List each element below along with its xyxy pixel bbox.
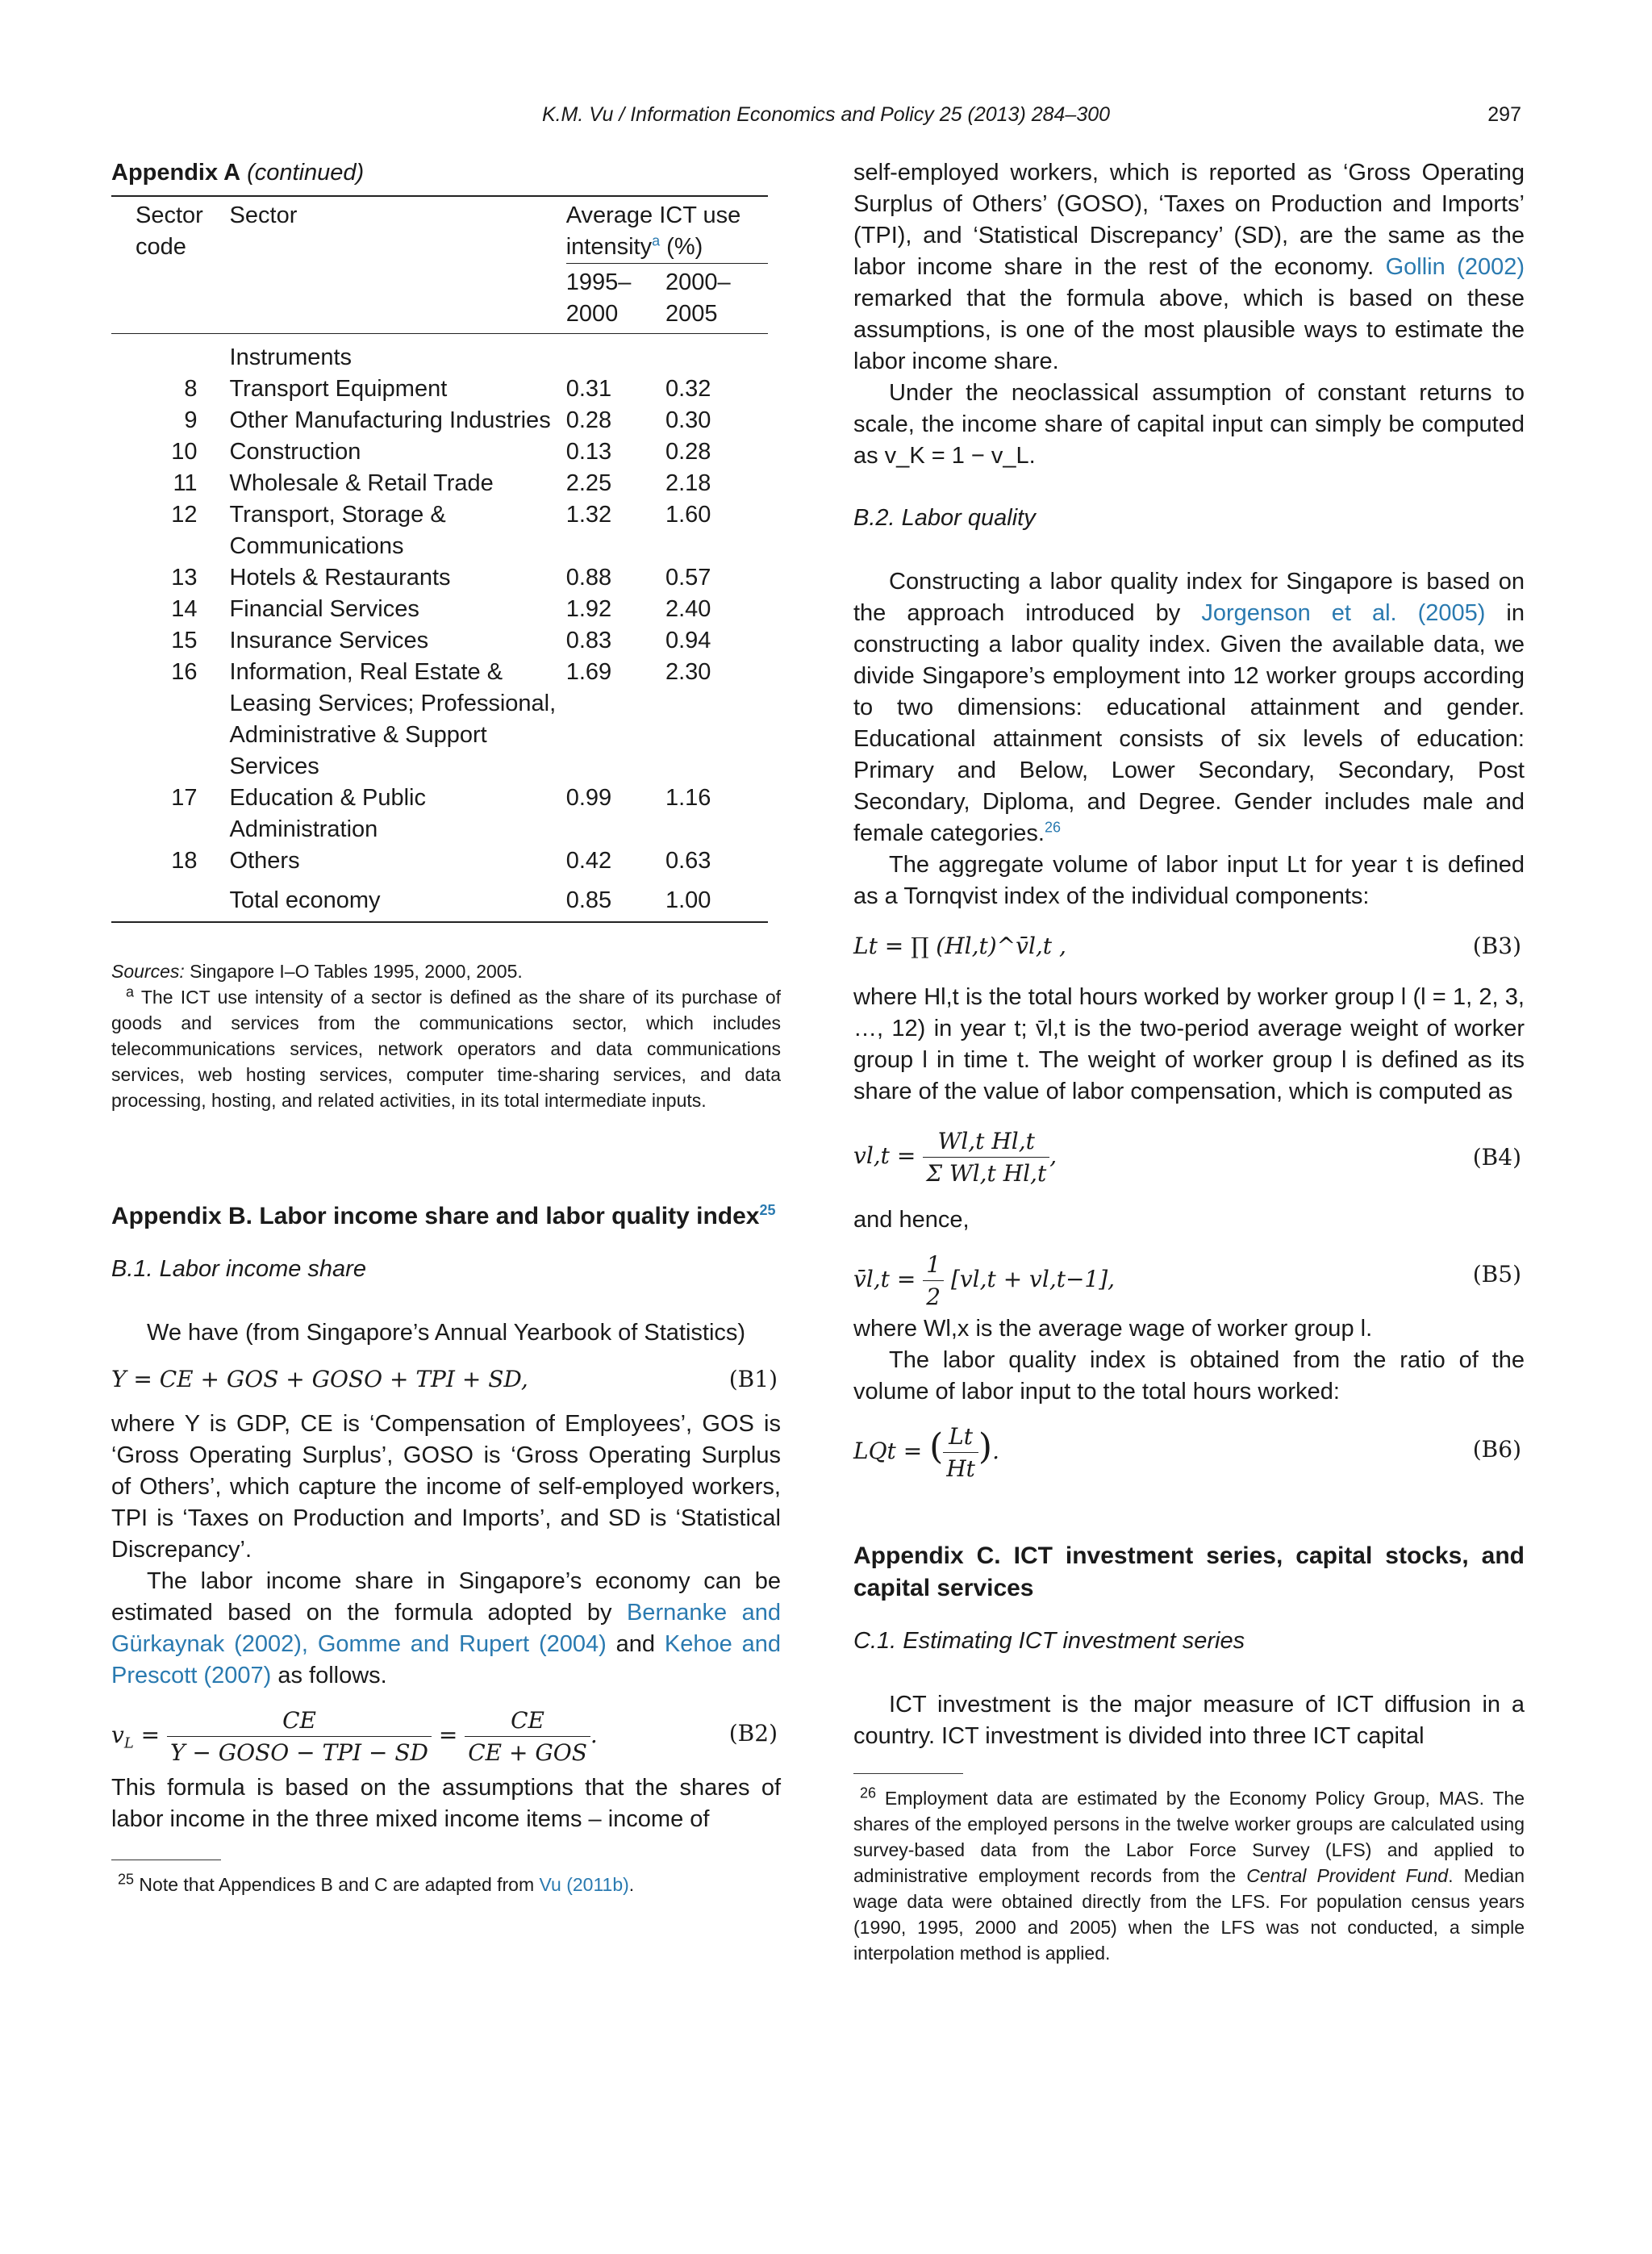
row-code: 13	[171, 565, 198, 591]
page-number: 297	[1487, 103, 1521, 126]
p3-text-c: as follows.	[277, 1663, 387, 1688]
eq-b2-lhs-sub: L	[123, 1734, 134, 1752]
appendix-a-suffix: (continued)	[247, 160, 365, 186]
equation-b6-number: (B6)	[1472, 1436, 1521, 1463]
row-v1: 0.28	[565, 407, 612, 433]
row-sector: Financial Services	[229, 596, 419, 622]
row-v1: 0.88	[565, 565, 612, 591]
row-v2: 1.60	[665, 502, 711, 528]
p3-text-b: and	[615, 1631, 656, 1657]
row-code	[111, 342, 222, 374]
table-row	[111, 625, 768, 657]
b2-paragraph-2: The aggregate volume of labor input Lt for year t is defined as a Tornqvist index of the individual components:	[853, 852, 1525, 909]
col-header-1995-2000: 1995–2000	[566, 264, 665, 334]
row-sector: Education & Public Administration	[229, 785, 426, 842]
row-v2: 2.30	[665, 659, 711, 685]
row-sector: Information, Real Estate & Leasing Services; Professional, Administrative & Support Services	[229, 659, 557, 779]
row-v1: 2.25	[565, 470, 612, 496]
row-v2: 2.18	[665, 470, 711, 496]
table-row	[111, 783, 768, 845]
row-code: 12	[171, 502, 198, 528]
total-v1: 0.85	[565, 887, 612, 913]
equation-b3-number: (B3)	[1472, 933, 1521, 959]
b2-paragraph-5: where Wl,x is the average wage of worker group l.	[853, 1316, 1373, 1342]
row-v2: 0.94	[665, 628, 711, 653]
sources-label: Sources:	[111, 961, 185, 982]
col-header-intensity	[566, 196, 768, 264]
footnote-26-mark: 26	[860, 1784, 877, 1801]
eq-b5-den: 2	[926, 1284, 941, 1310]
table-row	[111, 374, 768, 405]
row-code: 16	[171, 659, 198, 685]
b2-paragraph-4: and hence,	[853, 1207, 970, 1233]
table-header-row	[111, 196, 768, 264]
table-note	[111, 984, 781, 1113]
table-row	[111, 342, 768, 374]
appendix-b-title	[111, 1200, 781, 1233]
citation-gollin[interactable]: Gollin (2002)	[1385, 254, 1525, 280]
table-row	[111, 845, 768, 877]
row-v2: 0.63	[665, 848, 711, 874]
row-code: 9	[184, 407, 198, 433]
table-row	[111, 405, 768, 436]
row-v2: 0.32	[665, 376, 711, 402]
p5-text-a: self-employed workers, which is reported as ‘Gross Operating Surplus of Others’ (GOSO), ‘Taxes on Production and Imports’ (TPI), and ‘Statistical Discrepancy’ (SD), are the same as the labor income share in the rest of the economy.	[853, 160, 1525, 280]
table-row	[111, 499, 768, 562]
footnote-25-marker[interactable]: 25	[759, 1202, 776, 1218]
row-v1: 1.69	[565, 659, 612, 685]
appendix-b-title-text: Appendix B. Labor income share and labor quality index	[111, 1203, 760, 1229]
row-code: 11	[173, 470, 198, 496]
p5-text-b: remarked that the formula above, which is based on these assumptions, is one of the most plausible ways to estimate the labor income share.	[853, 286, 1525, 374]
equation-b1-body: Y = CE + GOS + GOSO + TPI + SD,	[111, 1366, 528, 1392]
eq-b2-fraction-2	[465, 1705, 590, 1768]
b1-paragraph-1: We have (from Singapore’s Annual Yearbook of Statistics)	[147, 1320, 746, 1346]
equation-b4	[853, 1114, 1525, 1198]
eq-b2-den1: Y − GOSO − TPI − SD	[170, 1739, 428, 1766]
row-code: 10	[171, 439, 198, 465]
footnote-a-marker[interactable]: a	[652, 232, 661, 249]
c1-title: C.1. Estimating ICT investment series	[853, 1628, 1245, 1654]
b2-paragraph-3: where Hl,t is the total hours worked by worker group l (l = 1, 2, 3, …, 12) in year t; v̄l,t is the two-period average weight of worker group l in time t. The weight of worker group l is defined as its share of the value of labor compensation, which is computed as	[853, 984, 1525, 1104]
row-sector: Hotels & Restaurants	[229, 565, 451, 591]
footnote-26-text-b: . Median wage data were obtained directly from the LFS. For population census years (1990, 1995, 2000 and 2005) when the LFS was not conducted, a simple interpolation method is applied.	[853, 1865, 1525, 1964]
left-column	[111, 157, 781, 1897]
equation-b5	[853, 1242, 1525, 1310]
b1-paragraph-3	[111, 1566, 781, 1692]
row-v1: 0.42	[565, 848, 612, 874]
col-header-sector: Sector	[229, 202, 298, 228]
eq-b4-lhs: vl,t =	[853, 1142, 916, 1169]
row-code: 8	[184, 376, 198, 402]
row-sector: Instruments	[229, 344, 353, 370]
footnote-26-marker[interactable]: 26	[1044, 819, 1061, 836]
eq-b4-fraction	[923, 1125, 1049, 1189]
equation-b2-body: $v_L$ = $\frac{CE}{\text{Y − GOSO − TPI − SD}}$ = $\frac{CE}{\text{CE + GOS}}$ .	[111, 1705, 598, 1768]
footnote-26	[853, 1785, 1525, 1966]
b1-paragraph-6: Under the neoclassical assumption of constant returns to scale, the income share of capital input can simply be computed as v_K = 1 − v_L.	[853, 380, 1525, 469]
appendix-a-heading	[111, 157, 781, 189]
equation-b6	[853, 1414, 1525, 1487]
appendix-c-title: Appendix C. ICT investment series, capital stocks, and capital services	[853, 1542, 1525, 1601]
table-row	[111, 468, 768, 499]
row-sector: Other Manufacturing Industries	[229, 407, 551, 433]
eq-b6-lhs: LQt =	[853, 1438, 923, 1464]
eq-b5-rhs: [vl,t + vl,t−1],	[950, 1266, 1116, 1292]
equation-b5-body	[853, 1249, 1115, 1313]
row-v1: 0.83	[565, 628, 612, 653]
col-header-code: Sector code	[136, 202, 203, 260]
b1-paragraph-2: where Y is GDP, CE is ‘Compensation of Employees’, GOS is ‘Gross Operating Surplus’, GOSO is ‘Gross Operating Surplus of Others’, which capture the income of self-employed workers, TPI is ‘Taxes on Production and Imports’, and SD is ‘Statistical Discrepancy’.	[111, 1411, 781, 1563]
table-row	[111, 594, 768, 625]
row-sector: Insurance Services	[229, 628, 429, 653]
note-text: The ICT use intensity of a sector is defined as the share of its purchase of goods and services from the communications sector, which includes telecommunications services, network operators and data communications services, web hosting services, computer time-sharing services, and data processing, hosting, and related activities, in its total intermediate inputs.	[111, 987, 781, 1111]
row-v2: 0.57	[665, 565, 711, 591]
row-v2: 0.28	[665, 439, 711, 465]
equation-b3	[853, 919, 1525, 975]
b2-title: B.2. Labor quality	[853, 505, 1036, 531]
row-v1: 1.32	[565, 502, 612, 528]
eq-b5-fraction	[923, 1249, 944, 1313]
row-v1	[566, 342, 665, 374]
total-sector: Total economy	[229, 887, 381, 913]
row-v2: 0.30	[665, 407, 711, 433]
equation-b4-number: (B4)	[1472, 1144, 1521, 1171]
eq-b6-fraction	[943, 1421, 978, 1484]
table-row	[111, 562, 768, 594]
footnote-26-italic: Central Provident Fund	[1246, 1865, 1449, 1886]
row-sector: Transport, Storage & Communications	[229, 502, 446, 559]
b2-paragraph-1	[853, 566, 1525, 849]
row-v1: 1.92	[565, 596, 612, 622]
eq-b6-num: Lt	[943, 1421, 978, 1453]
eq-b2-lhs: v	[111, 1722, 124, 1748]
running-title: K.M. Vu / Information Economics and Policy 25 (2013) 284–300	[541, 103, 1111, 126]
col-header-intensity-text: Average ICT use intensity	[565, 202, 741, 260]
eq-b6-den: Ht	[946, 1455, 975, 1482]
col-header-2000-2005: 2000–2005	[665, 264, 768, 334]
footnote-rule-right	[853, 1773, 963, 1774]
equation-b2	[111, 1698, 781, 1766]
table-row	[111, 657, 768, 783]
sources-text: Singapore I–O Tables 1995, 2000, 2005.	[190, 961, 523, 982]
b1-paragraph-5	[853, 157, 1525, 378]
eq-b4-num: Wl,t Hl,t	[923, 1125, 1049, 1158]
right-column	[853, 157, 1525, 1966]
citation-bernanke-gomme[interactable]: Bernanke and Gürkaynak (2002), Gomme and Rupert (2004)	[111, 1600, 781, 1657]
equation-b1	[111, 1355, 781, 1402]
footnote-25-mark: 25	[118, 1871, 135, 1888]
eq-b5-num: 1	[923, 1249, 944, 1281]
row-sector: Wholesale & Retail Trade	[229, 470, 494, 496]
b1-paragraph-4: This formula is based on the assumptions that the shares of labor income in the three mixed income items – income of	[111, 1775, 781, 1832]
p7-text-b: in constructing a labor quality index. Given the available data, we divide Singapore’s employment into 12 worker groups according to two dimensions: educational attainment and gender. Educational attainment consists of six levels of education: Primary and Below, Lower Secondary, Secondary, Post Secondary, Diploma, and Degree. Gender includes male and female categories.	[853, 600, 1525, 846]
eq-b2-den2: CE + GOS	[468, 1739, 587, 1766]
row-sector: Construction	[229, 439, 361, 465]
equation-b5-number: (B5)	[1472, 1261, 1521, 1288]
eq-b2-fraction-1	[167, 1705, 432, 1768]
p3-text-a: The labor income share in Singapore’s economy can be estimated based on the formula adopted by	[111, 1568, 781, 1626]
eq-b2-num1: CE	[167, 1705, 432, 1737]
row-v1: 0.99	[565, 785, 612, 811]
row-v2	[665, 342, 768, 374]
table-row	[111, 436, 768, 468]
appendix-a-title: Appendix A	[111, 160, 241, 186]
row-v1: 0.13	[565, 439, 612, 465]
footnote-26-text-a: Employment data are estimated by the Economy Policy Group, MAS. The shares of the employed persons in the twelve worker groups are calculated using survey-based data from the Labor Force Survey (LFS) and applied to administrative employment records from the	[853, 1788, 1525, 1886]
row-v1: 0.31	[565, 376, 612, 402]
eq-b2-num2: CE	[465, 1705, 590, 1737]
running-header	[0, 98, 1652, 131]
col-header-unit: (%)	[666, 234, 703, 260]
ict-intensity-table	[111, 195, 768, 923]
b2-paragraph-6: The labor quality index is obtained from the ratio of the volume of labor input to the total hours worked:	[853, 1347, 1525, 1405]
equation-b6-body: LQt = ( $\frac{Lt}{Ht}$ ).	[853, 1421, 999, 1484]
citation-kehoe-prescott[interactable]: Kehoe and Prescott (2007)	[111, 1631, 781, 1688]
row-sector: Others	[229, 848, 300, 874]
footnote-25: $^{25}$ Note that Appendices B and C are adapted from Vu (2011b).	[118, 1871, 635, 1895]
row-v2: 1.16	[665, 785, 711, 811]
eq-b4-den: Σ Wl,t Hl,t	[926, 1160, 1047, 1187]
c1-paragraph-1: ICT investment is the major measure of ICT diffusion in a country. ICT investment is divided into three ICT capital	[853, 1692, 1525, 1749]
row-code: 14	[171, 596, 198, 622]
table-subheader-row	[111, 264, 768, 334]
citation-jorgenson[interactable]: Jorgenson et al. (2005)	[1201, 600, 1486, 626]
row-v2: 2.40	[665, 596, 711, 622]
equation-b2-number: (B2)	[728, 1720, 778, 1747]
footnote-25-text: Note that Appendices B and C are adapted from	[139, 1874, 535, 1895]
row-code: 17	[171, 785, 198, 811]
eq-b5-lhs: v̄l,t =	[853, 1266, 916, 1292]
equation-b4-body: vl,t = $\frac{\text{Wl,t Hl,t}}{\text{Σ Wl,t Hl,t}}$ ,	[853, 1125, 1057, 1189]
p7-text-a: Constructing a labor quality index for Singapore is based on the approach introduced by	[853, 569, 1525, 626]
b1-title: B.1. Labor income share	[111, 1256, 366, 1282]
row-code: 15	[171, 628, 198, 653]
total-v2: 1.00	[665, 887, 711, 913]
table-sources	[111, 958, 781, 984]
row-code: 18	[171, 848, 198, 874]
table-total-row	[111, 885, 768, 922]
note-marker: a	[126, 983, 135, 1000]
equation-b3-body: Lt = ∏ (Hl,t)^v̄l,t ,	[853, 933, 1066, 959]
equation-b1-number: (B1)	[728, 1366, 778, 1392]
citation-vu-2011b[interactable]: Vu (2011b)	[539, 1874, 629, 1895]
row-sector: Transport Equipment	[229, 376, 448, 402]
